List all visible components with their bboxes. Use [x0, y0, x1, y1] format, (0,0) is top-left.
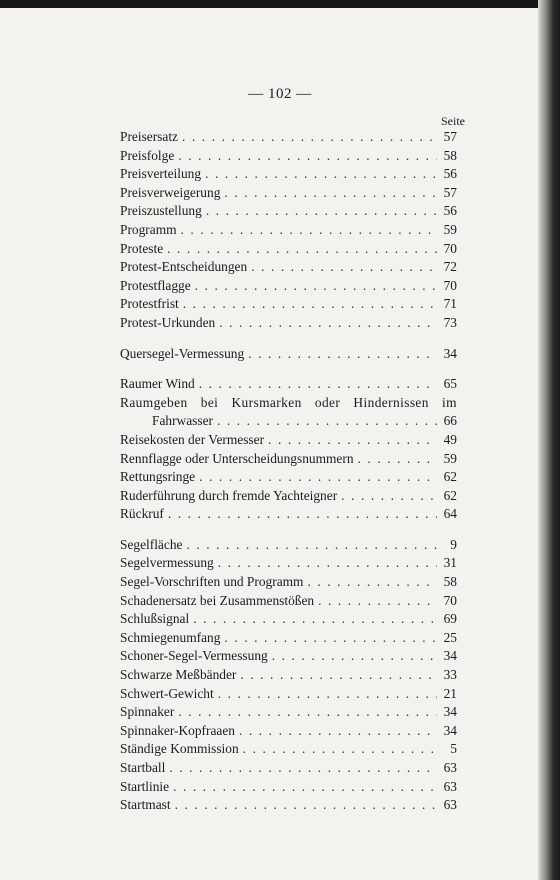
- dot-leader: [181, 221, 437, 240]
- index-entry: [120, 314, 457, 333]
- index-entry: [120, 165, 457, 184]
- dot-leader: [218, 554, 437, 573]
- dot-leader: [268, 431, 437, 450]
- index-page-number: 59: [443, 221, 457, 237]
- index-entry: [120, 629, 457, 648]
- index-term: Ruderführung durch fremde Yachteigner: [120, 487, 338, 503]
- dot-leader: [169, 759, 437, 778]
- index-page-number: 63: [443, 797, 457, 813]
- index-term: Fahrwasser: [152, 413, 213, 429]
- dot-leader: [248, 345, 437, 364]
- dot-leader: [175, 796, 437, 815]
- scan-binding-shadow: [538, 0, 560, 880]
- index-page-number: 66: [443, 413, 457, 429]
- index-entry: [120, 295, 457, 314]
- index-term: Spinnaker: [120, 704, 175, 720]
- index-page-number: 34: [443, 648, 457, 664]
- index-entry: [120, 128, 457, 147]
- dot-leader: [195, 277, 437, 296]
- dot-leader: [167, 240, 437, 259]
- index-page-number: 34: [443, 704, 457, 720]
- index-page-number: 57: [443, 184, 457, 200]
- index-term: Startlinie: [120, 778, 170, 794]
- index-term: Preiszustellung: [120, 203, 202, 219]
- index-term: Raumgeben bei Kursmarken oder Hindernissen im: [120, 394, 457, 410]
- index-page-number: 72: [443, 259, 457, 275]
- index-entry: [120, 277, 457, 296]
- dot-leader: [219, 314, 437, 333]
- index-term: Programm: [120, 221, 177, 237]
- dot-leader: [218, 685, 437, 704]
- index-entry: [120, 412, 457, 431]
- index-entry: [120, 554, 457, 573]
- index-page-number: 31: [443, 555, 457, 571]
- dot-leader: [243, 740, 437, 759]
- index-page-number: 34: [443, 345, 457, 361]
- index-page-number: 25: [443, 629, 457, 645]
- index-term: Preisverweigerung: [120, 184, 221, 200]
- index-entry: [120, 394, 457, 413]
- index-term: Schlußsignal: [120, 611, 190, 627]
- index-page-number: 63: [443, 778, 457, 794]
- index-term: Preisersatz: [120, 129, 179, 144]
- index-entry: [120, 778, 457, 797]
- index-page-number: 65: [443, 376, 457, 392]
- index-term: Protestflagge: [120, 277, 191, 293]
- index-page-number: 62: [443, 487, 457, 503]
- index-term: Schoner-Segel-Vermessung: [120, 648, 268, 664]
- index-entry: [120, 487, 457, 506]
- index-page-number: 34: [443, 722, 457, 738]
- index-term: Protest-Entscheidungen: [120, 259, 248, 275]
- index-term: Rückruf: [120, 506, 164, 522]
- dot-leader: [206, 202, 437, 221]
- index-entry: [120, 536, 457, 555]
- index-term: Preisfolge: [120, 147, 175, 163]
- index-entry: [120, 258, 457, 277]
- index-page-number: 9: [450, 536, 457, 552]
- index-term: Segel-Vorschriften und Programm: [120, 574, 304, 590]
- index-entry: [120, 610, 457, 629]
- dot-leader: [193, 610, 437, 629]
- index-entry: [120, 685, 457, 704]
- index-page-number: 21: [443, 685, 457, 701]
- dot-leader: [224, 629, 437, 648]
- index-entry: [120, 722, 457, 741]
- dot-leader: [318, 592, 437, 611]
- index-entry: [120, 202, 457, 221]
- index-page-number: 58: [443, 574, 457, 590]
- index-page-number: 59: [443, 450, 457, 466]
- index-entry: [120, 759, 457, 778]
- dot-leader: [168, 505, 437, 524]
- index-term: Proteste: [120, 240, 164, 256]
- index-page-number: 73: [443, 314, 457, 330]
- dot-leader: [224, 184, 437, 203]
- index-term: Startball: [120, 760, 166, 775]
- index-entry: [120, 666, 457, 685]
- index-term: Schwarze Meßbänder: [120, 667, 237, 683]
- index-page-number: 71: [443, 296, 457, 312]
- index-entry: [120, 147, 457, 166]
- index-entry: [120, 468, 457, 487]
- dot-leader: [341, 487, 437, 506]
- dot-leader: [272, 647, 437, 666]
- index-page-number: 70: [443, 592, 457, 608]
- index-page-number: 70: [443, 277, 457, 293]
- dot-leader: [205, 165, 437, 184]
- dot-leader: [182, 128, 437, 147]
- index-entry: [120, 505, 457, 524]
- index-entry: [120, 740, 457, 759]
- index-page-number: 57: [443, 129, 457, 144]
- index-page-number: 62: [443, 469, 457, 485]
- index-term: Preisverteilung: [120, 166, 202, 182]
- dot-leader: [307, 573, 437, 592]
- index-term: Spinnaker-Kopfraaen: [120, 722, 235, 738]
- index-entry: [120, 647, 457, 666]
- index-term: Segelvermessung: [120, 555, 214, 571]
- scan-top-edge: [0, 0, 560, 8]
- index-term: Ständige Kommission: [120, 741, 239, 757]
- index-page-number: 70: [443, 240, 457, 256]
- index-term: Rettungsringe: [120, 469, 196, 485]
- dot-leader: [358, 450, 437, 469]
- group-spacer: [120, 363, 457, 375]
- index-term: Schadenersatz bei Zusammenstößen: [120, 592, 315, 608]
- index-term: Reisekosten der Vermesser: [120, 431, 265, 447]
- index-entry: [120, 703, 457, 722]
- dot-leader: [217, 412, 437, 431]
- index-page-number: 69: [443, 611, 457, 627]
- index-page-number: 64: [443, 506, 457, 522]
- index-entry: [120, 431, 457, 450]
- index-page-number: 33: [443, 667, 457, 683]
- index-entry: [120, 592, 457, 611]
- index-entry: [120, 796, 457, 815]
- index-entry: [120, 450, 457, 469]
- dot-leader: [178, 147, 437, 166]
- dot-leader: [186, 536, 437, 555]
- dot-leader: [183, 295, 437, 314]
- index-entry: [120, 345, 457, 364]
- index-term: Protest-Urkunden: [120, 314, 216, 330]
- index-term: Startmast: [120, 797, 171, 813]
- group-spacer: [120, 333, 457, 345]
- dot-leader: [178, 703, 437, 722]
- index-entry: [120, 375, 457, 394]
- index-entry: [120, 184, 457, 203]
- index-entry: [120, 240, 457, 259]
- index-term: Schwert-Gewicht: [120, 685, 214, 701]
- index-entry: [120, 573, 457, 592]
- index-page-number: 5: [450, 741, 457, 757]
- index-page-number: 58: [443, 147, 457, 163]
- index-page-number: 56: [443, 166, 457, 182]
- page-number: — 102 —: [248, 86, 312, 102]
- page-column-label: Seite: [441, 114, 465, 128]
- dot-leader: [239, 722, 437, 741]
- dot-leader: [240, 666, 437, 685]
- index-term: Rennflagge oder Unterscheidungsnummern: [120, 450, 354, 466]
- group-spacer: [120, 524, 457, 536]
- index-entry: [120, 221, 457, 240]
- dot-leader: [173, 778, 437, 797]
- index-page-number: 56: [443, 203, 457, 219]
- index-term: Protestfrist: [120, 296, 179, 312]
- index-term: Raumer Wind: [120, 376, 195, 392]
- dot-leader: [199, 468, 437, 487]
- index-page-number: 63: [443, 760, 457, 775]
- index-list: [120, 128, 457, 815]
- index-page-number: 49: [443, 431, 457, 447]
- index-term: Schmiegenumfang: [120, 629, 221, 645]
- index-term: Segelfläche: [120, 536, 183, 552]
- dot-leader: [199, 375, 437, 394]
- index-term: Quersegel-Vermessung: [120, 345, 245, 361]
- dot-leader: [251, 258, 437, 277]
